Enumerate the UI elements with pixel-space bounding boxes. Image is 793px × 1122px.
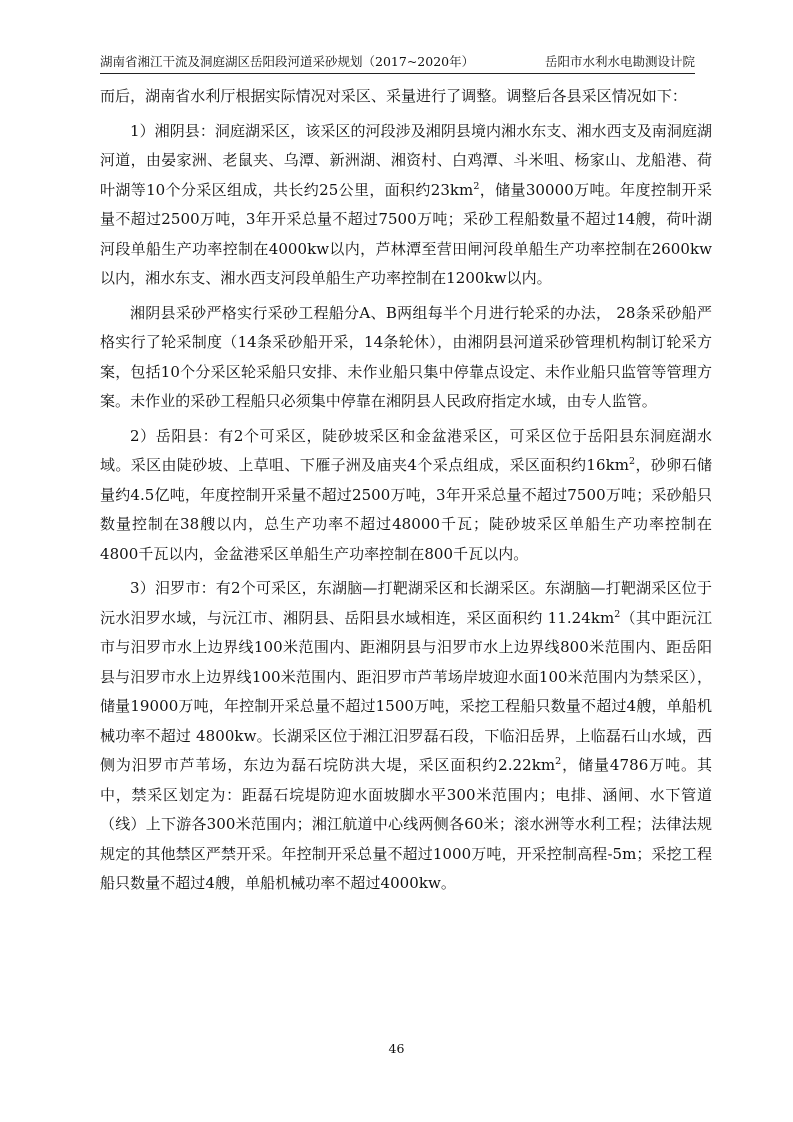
paragraph-yueyang: 2）岳阳县：有2个可采区，陡砂坡采区和金盆港采区，可采区位于岳阳县东洞庭湖水域。采区由陡砂坡、上草咀、下雁子洲及庙夹4个采点组成，采区面积约$16km^2$，砂卵石储量约4.5亿吨，年度控制开采量不超过2500万吨，3年开采总量不超过7500万吨；采砂船只数量控制在38艘以内，总生产功率不超过48000千瓦；陡砂坡采区单船生产功率控制在4800千瓦以内，金盆港采区单船生产功率控制在800千瓦以内。 <box>100 426 712 563</box>
paragraph-miluo: 3）汨罗市：有2个可采区，东湖脑—打靶湖采区和长湖采区。东湖脑—打靶湖采区位于沅水汨罗水域，与沅江市、湘阴县、岳阳县水域相连，采区面积约 $11.24km^2$（其中距沅江市与汨罗市水上边界线100米范围内、距湘阴县与汨罗市水上边界线800米范围内、距岳阳县与汨罗市水上边界线100米范围内、距汨罗市芦苇场岸坡迎水面100米范围内为禁采区），储量19000万吨，年控制开采总量不超过1500万吨，采挖工程船只数量不超过4艘，单船机械功率不超过 4800kw。长湖采区位于湘江汨罗磊石段，下临汨岳界，上临磊石山水域，西侧为汨罗市芦苇场，东边为磊石垸防洪大堤，采区面积约$2.22km^2$，储量4786万吨。其中，禁采区划定为：距磊石垸堤防迎水面坡脚水平300米范围内；电排、涵闸、水下管道（线）上下游各300米范围内；湘江航道中心线两侧各60米；滚水洲等水利工程；法律法规规定的其他禁区严禁开采。年控制开采总量不超过1000万吨，开采控制高程-5m；采挖工程船只数量不超过4艘，单船机械功率不超过4000kw。 <box>100 579 712 892</box>
page-number: 46 <box>388 1041 405 1056</box>
header-document-title: 湖南省湘江干流及洞庭湖区岳阳段河道采砂规划（2017~2020年） <box>100 54 475 69</box>
document-body <box>100 82 712 904</box>
paragraph-xiangyin: 1）湘阴县：洞庭湖采区，该采区的河段涉及湘阴县境内湘水东支、湘水西支及南洞庭湖河道，由晏家洲、老鼠夹、乌潭、新洲湖、湘资村、白鸡潭、斗米咀、杨家山、龙船港、荷叶湖等10个分采区组成，共长约25公里，面积约$23km^2$，储量30000万吨。年度控制开采量不超过2500万吨，3年开采总量不超过7500万吨；采砂工程船数量不超过14艘，荷叶湖河段单船生产功率控制在4000kw以内，芦林潭至营田闸河段单船生产功率控制在2600kw以内，湘水东支、湘水西支河段单船生产功率控制在1200kw以内。 <box>100 121 712 287</box>
paragraph-intro: 而后，湖南省水利厅根据实际情况对采区、采量进行了调整。调整后各县采区情况如下： <box>100 87 687 105</box>
page-header <box>100 50 695 74</box>
header-organization: 岳阳市水利水电勘测设计院 <box>544 54 695 69</box>
paragraph-xiangyin-rotation: 湘阴县采砂严格实行采砂工程船分A、B两组每半个月进行轮采的办法， 28条采砂船严格实行了轮采制度（14条采砂船开采，14条轮休），由湘阴县河道采砂管理机构制订轮采方案，包括10个分采区轮采船只安排、未作业船只集中停靠点设定、未作业船只监管等管理方案。未作业的采砂工程船只必须集中停靠在湘阴县人民政府指定水域，由专人监管。 <box>100 303 712 410</box>
